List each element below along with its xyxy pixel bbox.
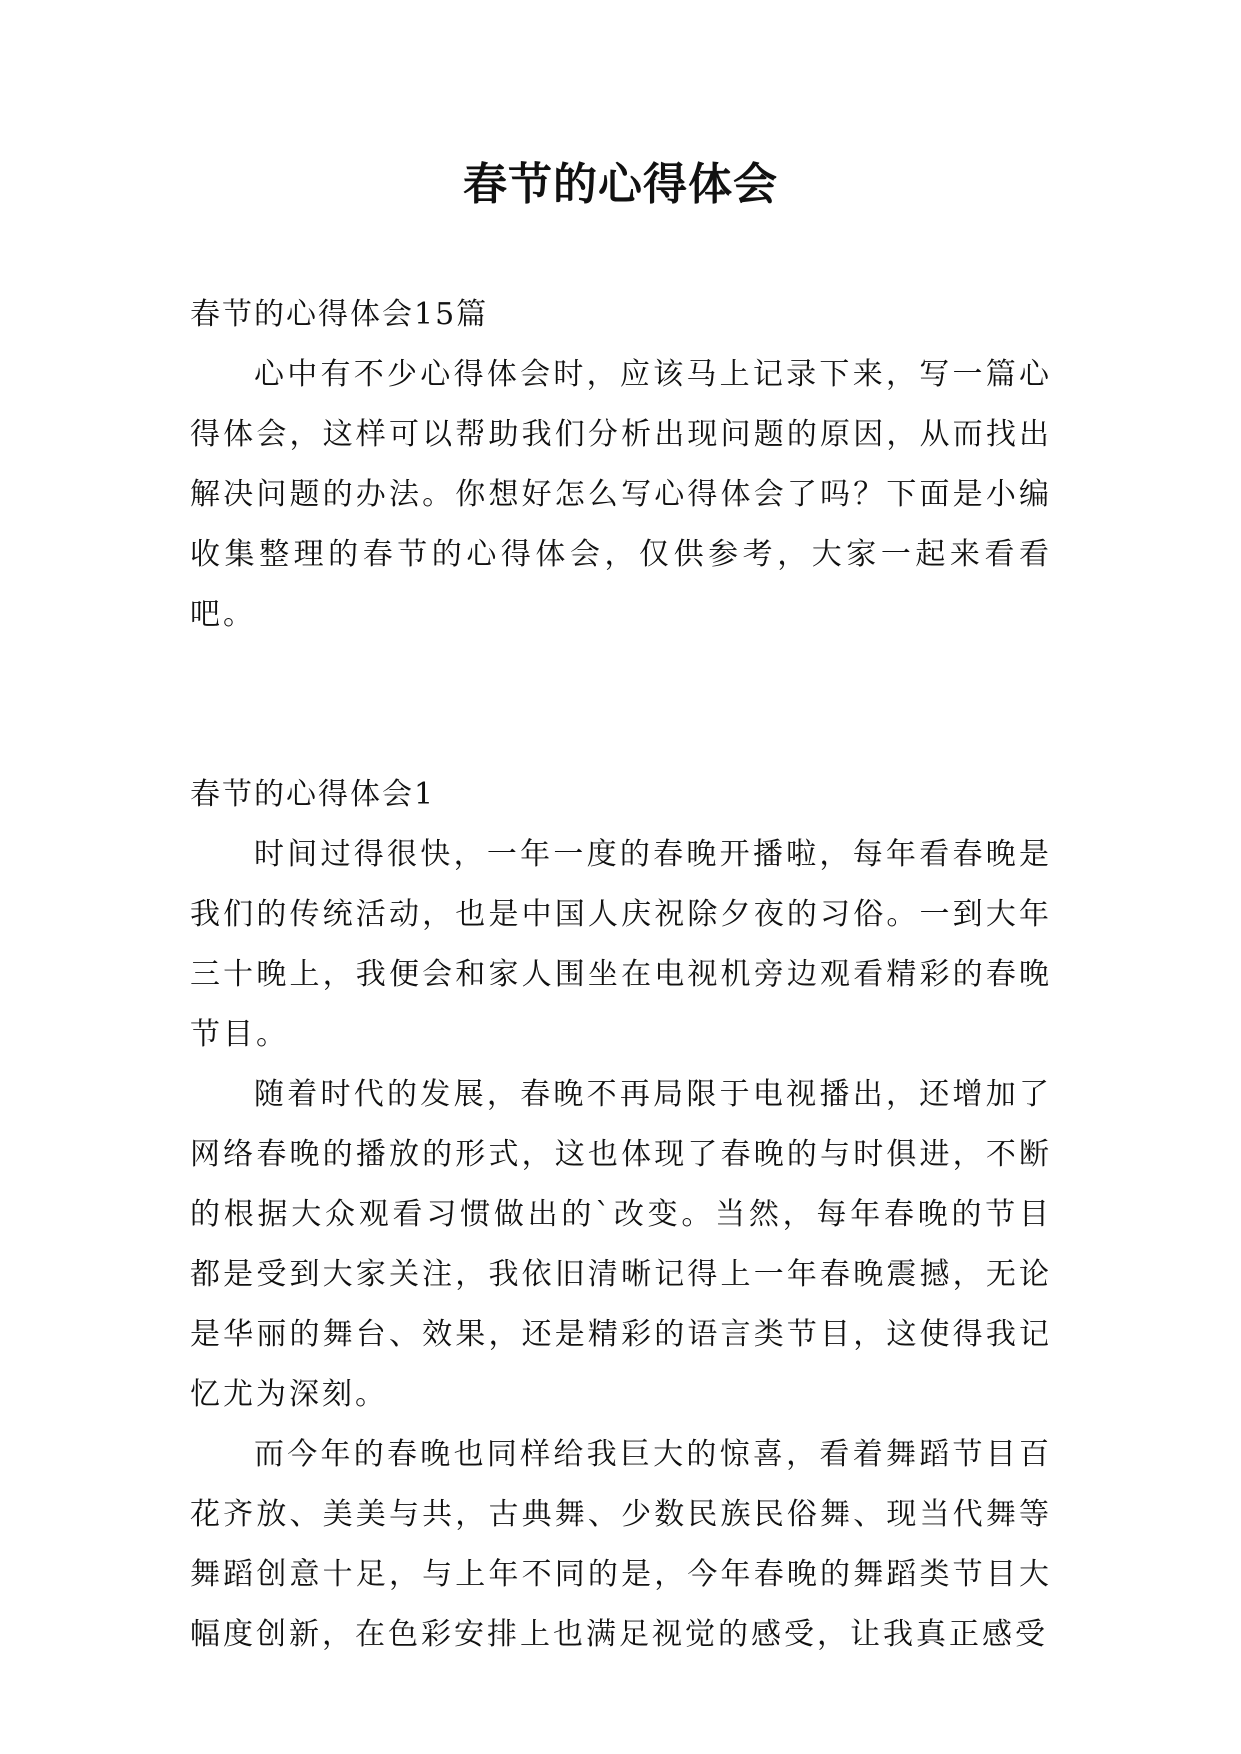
collection-subtitle: 春节的心得体会15篇 xyxy=(190,297,489,332)
section1-paragraph: 而今年的春晚也同样给我巨大的惊喜，看着舞蹈节目百花齐放、美美与共，古典舞、少数民族民俗舞、现当代舞等舞蹈创意十足，与上年不同的是，今年春晚的舞蹈类节目大幅度创新，在色彩安排上也满足视觉的感受，让我真正感受 xyxy=(190,1437,1052,1652)
section1-paragraph: 时间过得很快，一年一度的春晚开播啦，每年看春晚是我们的传统活动，也是中国人庆祝除夕夜的习俗。一到大年三十晚上，我便会和家人围坐在电视机旁边观看精彩的春晚节目。 xyxy=(190,837,1052,1052)
section-spacer xyxy=(190,645,1052,765)
document-title: 春节的心得体会 xyxy=(463,159,778,210)
intro-paragraph: 心中有不少心得体会时，应该马上记录下来，写一篇心得体会，这样可以帮助我们分析出现问题的原因，从而找出解决问题的办法。你想好怎么写心得体会了吗？下面是小编收集整理的春节的心得体会，仅供参考，大家一起来看看吧。 xyxy=(190,357,1052,632)
section-heading-1: 春节的心得体会1 xyxy=(190,777,436,812)
document-body xyxy=(190,285,1052,1665)
section1-paragraph: 随着时代的发展，春晚不再局限于电视播出，还增加了网络春晚的播放的形式，这也体现了春晚的与时俱进，不断的根据大众观看习惯做出的`改变。当然，每年春晚的节目都是受到大家关注，我依旧清晰记得上一年春晚震撼，无论是华丽的舞台、效果，还是精彩的语言类节目，这使得我记忆尤为深刻。 xyxy=(190,1077,1052,1412)
